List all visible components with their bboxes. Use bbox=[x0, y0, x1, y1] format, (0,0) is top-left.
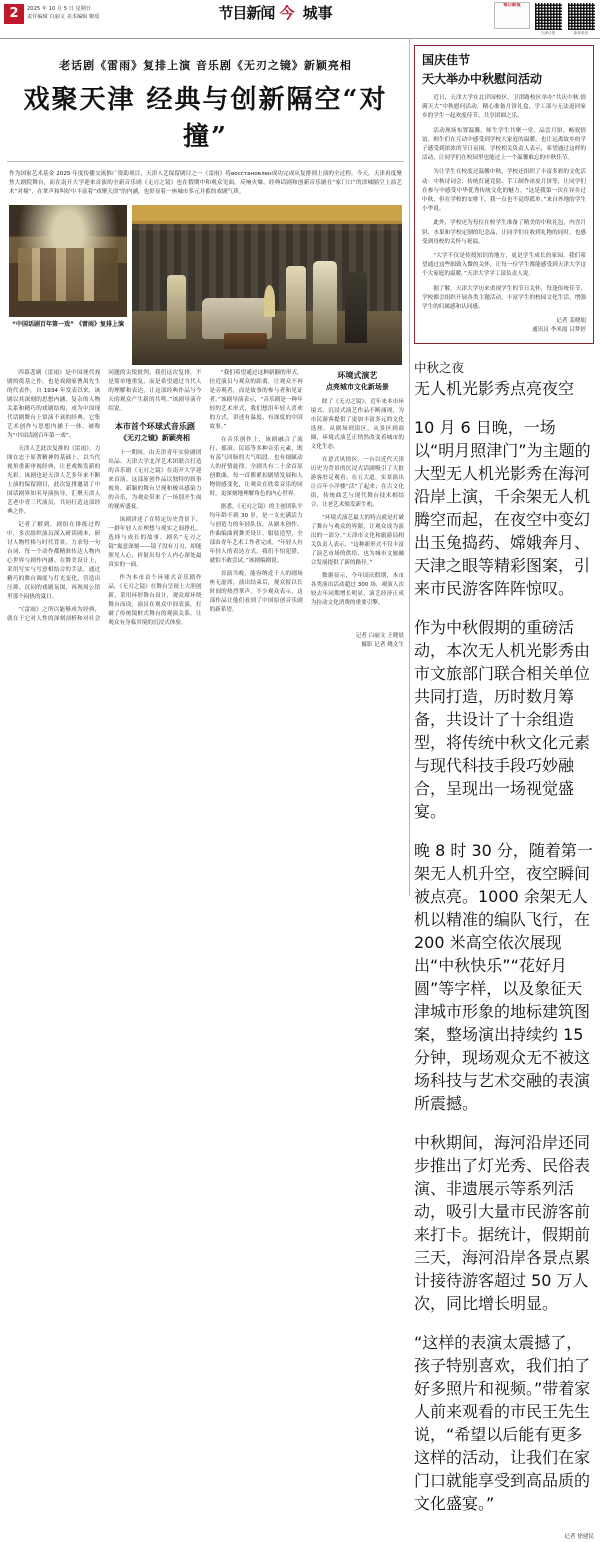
mini-paper-title: 每日新报 bbox=[503, 3, 521, 8]
sidebar-article-1-byline bbox=[422, 317, 586, 335]
article-body-columns bbox=[7, 369, 404, 628]
sidebar-article-2-byline: 记者 徐建民 bbox=[564, 1534, 594, 1541]
article-photo-stage bbox=[132, 205, 402, 365]
subheading-line-1: 环境式演艺 bbox=[337, 370, 378, 380]
sidebar-article-1 bbox=[414, 45, 594, 344]
subheading-line-1: 本市首个环球式音乐剧 bbox=[114, 421, 195, 431]
qr-caption-1: 天津日报 bbox=[540, 31, 556, 35]
mini-paper-thumbnail bbox=[494, 2, 530, 29]
paragraph: 作为本市首个环球式音乐剧作品，《无刃之镜》在舞台呈现上大胆创新，采用环形舞台设计，观众席环绕舞台而设，演员在观众中间表演，打破了传统镜框式舞台的观演关系，让观众有身临其境的沉浸式体验。 bbox=[108, 575, 202, 626]
article-shoulder-headline: 老话剧《雷雨》复排上演 音乐剧《无刃之镜》新颖亮相 bbox=[59, 59, 352, 72]
sidebar-article-2-title-line1: 中秋之夜 bbox=[414, 360, 465, 376]
page-number-badge: 2 bbox=[4, 4, 24, 24]
paragraph: 中秋期间，海河沿岸还同步推出了灯光秀、民俗表演、非遗展示等系列活动，吸引大量市民游客前来打卡。据统计，假期前三天，海河沿岸各景点累计接待游客超过 50 万人次，同比增长明显。 bbox=[414, 1133, 591, 1314]
paragraph: 晚 8 时 30 分，随着第一架无人机升空，夜空瞬间被点亮。1000 余架无人机以精准的编队飞行，在 200 米高空依次展现出“中秋快乐”“花好月圆”等字样，以及象征天津城市形象的地标建筑图案，整场演出持续约 15 分钟，现场观众无不被这场科技与艺术交融的表演所震撼。 bbox=[414, 841, 593, 1114]
paragraph: 10 月 6 日晚，一场以“明月照津门”为主题的大型无人机光影秀在海河沿岸上演，千余架无人机腾空而起，在夜空中变幻出玉兔捣药、嫦娥奔月、天津之眼等精彩图案，引来市民游客阵阵惊叹。 bbox=[414, 418, 591, 599]
photo-caption-leiyu: “中国话剧百年第一戏” 《雷雨》复排上演 bbox=[12, 321, 124, 328]
newspaper-logo-accent: 今 bbox=[279, 4, 294, 22]
sidebar-article-1-title-line1: 国庆佳节 bbox=[422, 53, 471, 67]
paragraph: 据了解，天津大学历来重视学生的节日关怀，每逢传统佳节，学校都会组织开展各类主题活动，丰富学生的校园文化生活，增强学生的归属感和认同感。 bbox=[422, 285, 586, 311]
photo-row bbox=[9, 205, 402, 365]
paragraph: 该剧讲述了在特定历史背景下，一群年轻人在理想与现实之间挣扎、选择与成长的故事。剧名“无刃之镜”寓意深刻——镜子没有刀刃，却能照见人心，折射出每个人内心深处最真实的一面。 bbox=[108, 517, 202, 568]
article-lead-paragraph: 作为国家艺术基金 2025 年度传播交流推广资助项目，天津人艺保留剧目之一《雷雨》将восстановлен成功完成从复排到上演的全过程。今天，天津再度聚焦大剧院舞台，而在南开大学迎来首演的全新音乐剧《无刃之镜》也在假期中和观众见面。反响火爆，经典话剧和创新音乐剧在“家门口”的津城隔空上演艺术“对撞”，在掌声和叫好中丰富着“戏聚天津”的内涵，也彰显着一座城市多元并蓄的戏剧气质。 bbox=[9, 171, 402, 195]
paragraph: 为让学生在校度过温馨中秋，学校还组织了丰富多彩的文化活动：中秋诗词会、传统灯谜竞猜、手工制作冰皮月饼等，让同学们在参与中感受中华优秀传统文化的魅力。“这是我第一次在异乡过中秋，但在学校的安排下，我一点也不觉得孤单。”来自外地的学生小李说。 bbox=[422, 169, 586, 213]
masthead-date: 2025 年 10 月 5 日 星期日 bbox=[27, 6, 92, 12]
qr-block-2[interactable] bbox=[566, 2, 596, 36]
paragraph: “我们希望通过这种新颖的形式，拉近演员与观众的距离，让观众不再是旁观者，而是故事的参与者和见证者。”该剧导演表示，“音乐剧是一种年轻的艺术形式，我们想用年轻人喜欢的方式，讲述有温度、有深度的中国故事。” bbox=[209, 370, 303, 430]
paragraph: “这样的表演太震撼了，孩子特别喜欢，我们拍了好多照片和视频。”带着家人前来观看的市民王先生说，“希望以后能有更多这样的活动，让我们在家门口就能享受到高品质的文化盛宴。” bbox=[414, 1333, 591, 1514]
sidebar-article-1-body bbox=[422, 94, 586, 312]
qr-block-1[interactable] bbox=[533, 2, 563, 36]
paragraph: 活动现场布置温馨，师生学生共聚一堂，品尝月饼、畅叙情谊。师生们在互动中感受到学校大家庭的温暖，也让远离故乡的学子感受到浓浓的节日氛围。学校相关负责人表示，希望通过这样的活动，让同学们在校园里也能过上一个温馨难忘的中秋佳节。 bbox=[422, 127, 586, 162]
sidebar-article-2 bbox=[414, 354, 594, 1542]
sidebar-column bbox=[409, 39, 600, 1541]
article-byline bbox=[7, 632, 404, 650]
subheading-line-2: 点亮城市文化新场景 bbox=[325, 382, 389, 391]
byline-line-1: 记者 白丽文 王晓晨 bbox=[355, 633, 404, 639]
article-main-headline: 戏聚天津 经典与创新隔空“对撞” bbox=[23, 85, 388, 152]
page-content bbox=[0, 39, 600, 1541]
paragraph: 据悉，《无刃之镜》的主创团队平均年龄不到 30 岁，是一支充满活力与创造力的年轻队伍。从剧本创作、作曲编曲到舞美设计、服装造型，全部由青年艺术工作者完成。“年轻人有年轻人的表达方式，我们不怕犯错，就怕不敢尝试。”该剧编剧说。 bbox=[209, 504, 303, 564]
article-photo-leiyu bbox=[9, 205, 127, 317]
paragraph: 十一期间，由天津青年实验剧团出品、天津大学北洋艺术团联合打造的音乐剧《无刃之镜》在南开大学迎来首演。这部原创作品以独特的叙事视角、新颖的舞台呈现和极具感染力的音乐，为观众带来了一场别开生面的视听盛宴。 bbox=[108, 450, 202, 510]
paragraph: 首演当晚，能容纳近千人的剧场座无虚席，演出结束后，观众报以长时间的热烈掌声。不少观众表示，这部作品让他们看到了中国原创音乐剧的新希望。 bbox=[209, 571, 303, 613]
paragraph: “环境式演艺最大的特点就是打破了舞台与观众的界限，让观众成为演出的一部分。”天津市文化和旅游局相关负责人表示，“这种新形式不仅丰富了演艺市场的供给，也为城市文旅融合发展提供了新的路径。” bbox=[310, 515, 404, 566]
paragraph: 四幕悲剧《雷雨》是中国现代戏剧的奠基之作，也是戏剧家曹禺先生的代表作。自 1934 年发表以来，该剧以其深刻的思想内涵、复杂的人物关系和精巧的戏剧结构，成为中国现代话剧舞台上常演不衰的经典。它集艺术创作与思想内涵于一体，被称为“中国话剧百年第一戏”。 bbox=[7, 370, 101, 439]
paragraph: 记者了解到，剧组在排练过程中，多次组织演员深入研读剧本，研讨人物性格与时代背景，力求每一句台词、每一个动作都精准传达人物内心世界与剧作内涵。在舞美设计上，采用写实与写意相结合的手法，通过精巧的舞台调度与灯光变化，营造出压抑、沉闷的戏剧氛围，再现周公馆里那个闷热的夏日。 bbox=[7, 522, 101, 600]
masthead-meta bbox=[27, 5, 105, 21]
paragraph: 数据显示，今年国庆假期，本市各类演出活动超过 300 场，观演人次较去年同期增长明显，演艺经济正成为拉动文化消费的重要引擎。 bbox=[310, 573, 404, 606]
section-title: 城事 bbox=[302, 4, 333, 22]
sidebar-article-1-title-line2: 天大举办中秋慰问活动 bbox=[422, 72, 543, 86]
photo-image bbox=[9, 205, 127, 317]
article-subheading-1 bbox=[108, 420, 201, 444]
paragraph: 天津人艺此次复排的《雷雨》，力图在忠于原著精神的基础上，以当代视角重新审视经典，让老戏焕发新的光彩。该剧也是天津人艺多年来不断上演的保留剧目，此次复排邀请了中国话剧界知名导演执导，汇聚天津人艺老中青三代演员，共同打造这部经典之作。 bbox=[7, 446, 101, 515]
byline-reporter: 记者 姜晓娟 bbox=[556, 318, 586, 325]
sidebar-article-2-body bbox=[414, 399, 594, 1530]
newspaper-logo-text: 节目新闻 bbox=[218, 4, 275, 22]
headline-divider bbox=[7, 161, 404, 162]
paragraph: 除了《无刃之镜》，近年来本市环境式、沉浸式演艺作品不断涌现，为市民游客提供了更加丰富多元的文化选择。从剧场到街区，从景区到商圈，环境式演艺正悄然改变着城市的文化生态。 bbox=[310, 399, 404, 450]
photo-image bbox=[132, 205, 402, 365]
qr-code-icon[interactable] bbox=[534, 2, 563, 31]
subheading-line-2: 《无刃之镜》新颖亮相 bbox=[119, 433, 190, 442]
byline-correspondent: 通讯员 李米霞 吕梦婷 bbox=[532, 327, 586, 334]
paragraph: 在意式风情区，一台以近代天津历史为背景的沉浸式话剧吸引了大批游客驻足观看；在五大道，实景演出让百年小洋楼“活”了起来；在古文化街，传统曲艺与现代舞台技术相结合，让老艺术焕发新生机。 bbox=[310, 457, 404, 508]
masthead-logo-area bbox=[105, 0, 446, 23]
main-article-column bbox=[0, 39, 409, 896]
newspaper-logo bbox=[218, 2, 274, 23]
paragraph: 作为中秋假期的重磅活动，本次无人机光影秀由市文旅部门联合相关单位共同打造，历时数月筹备，共设计了十余组造型，将传统中秋文化元素与现代科技手段巧妙融合，呈现出一场视觉盛宴。 bbox=[414, 618, 591, 822]
article-subheading-2 bbox=[311, 369, 404, 393]
qr-caption-2: 新报微信 bbox=[573, 31, 589, 35]
paragraph: “《雷雨》之所以能够成为经典，就在于它对人性的深刻剖析和对社会问题的尖锐批判。我们这次复排，不是简单地重复，而是希望通过当代人的理解和表达，让这部经典作品与今天的观众产生新的共鸣。”该剧导演介绍说。 bbox=[7, 370, 202, 622]
paragraph: 近日，天津大学在北洋园校区、卫津路校区举办“共庆中秋·情满天大”中秋慰问活动，精心准备月饼礼盒，学工部与无法返回家乡的学生一起欢度佳节，共享团圆之乐。 bbox=[422, 95, 586, 120]
masthead-editors: 责任编辑 白丽文 美术编辑 姬瑶 bbox=[27, 14, 100, 20]
masthead-promo-area bbox=[446, 0, 600, 36]
masthead bbox=[0, 0, 600, 39]
paragraph: 在音乐创作上，该剧融合了流行、摇滚、民谣等多种音乐元素，既有荡气回肠的大气唱段，也有细腻动人的抒情旋律。全剧共有二十余首原创歌曲，每一首都紧扣剧情发展和人物情感变化，让观众在欣赏音乐的同时，更深刻地理解角色的内心世界。 bbox=[209, 437, 303, 497]
byline-line-2: 摄影 记者 姚文生 bbox=[361, 642, 404, 648]
paragraph: “大学不仅是传授知识的地方，更是学生成长的家园。我们希望通过这些细致入微的关怀，让每一位学生都能感受到天津大学这个大家庭的温暖。”天津大学学工部负责人说。 bbox=[422, 253, 586, 278]
qr-code-icon[interactable] bbox=[567, 2, 596, 31]
paragraph: 此外，学校还为每位在校学生准备了精美的中秋礼包，内含月饼、水果和学校定制的纪念品，让同学们在收到礼物的同时，也感受到母校的关怀与祝福。 bbox=[422, 220, 586, 245]
sidebar-article-2-title-line2: 无人机光影秀点亮夜空 bbox=[414, 379, 575, 399]
